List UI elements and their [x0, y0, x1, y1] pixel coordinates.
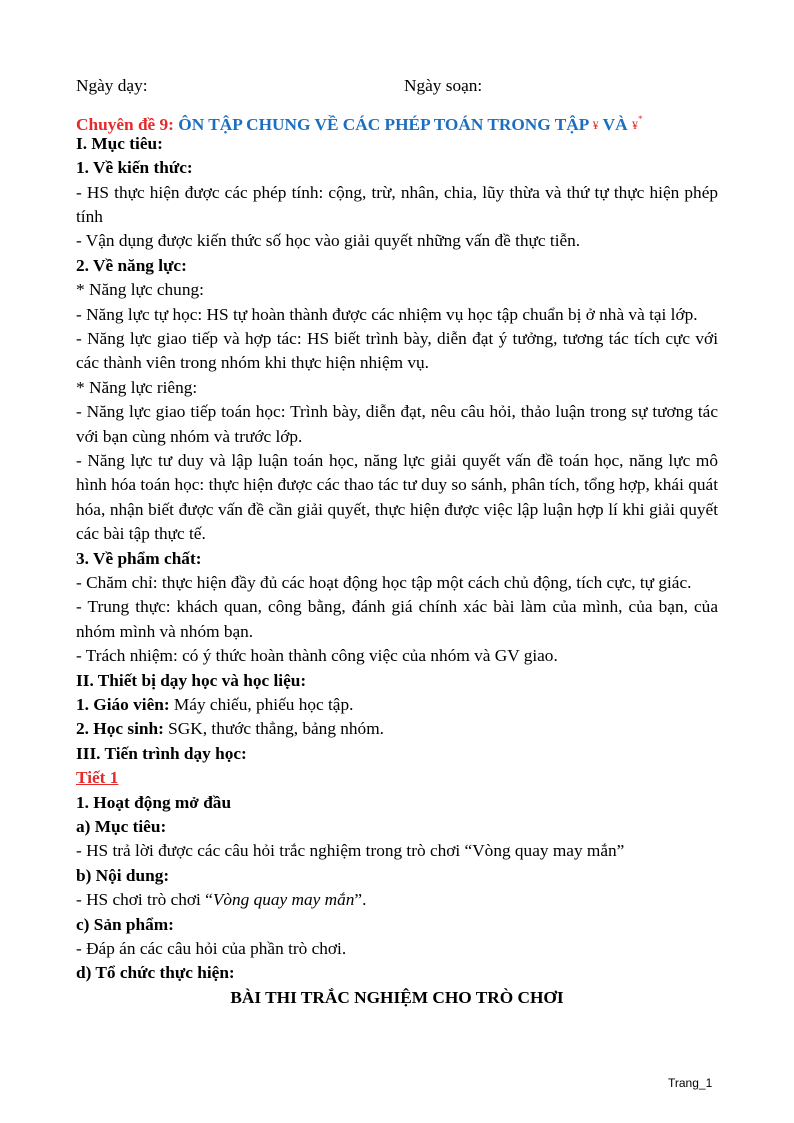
student-label: 2. Học sinh: [76, 719, 164, 739]
topic-prefix: Chuyên đề 9: [76, 115, 174, 135]
page-number: Trang_1 [668, 1076, 713, 1090]
content-text-game-name: Vòng quay may mắn [212, 890, 355, 910]
content-text-post: ”. [354, 890, 367, 910]
equipment-teacher [76, 693, 718, 717]
knowledge-item-2: - Vận dụng được kiến thức số học vào giải quyết những vấn đề thực tiễn. [76, 231, 581, 251]
specific-ability-label: * Năng lực riêng: [76, 377, 198, 397]
product-text: - Đáp án các câu hỏi của phần trò chơi. [76, 938, 347, 958]
natural-star-set-symbol: ¥ [631, 118, 638, 133]
general-ability-label: * Năng lực chung: [76, 280, 204, 300]
quality-item-2: - Trung thực: khách quan, công bằng, đánh giá chính xác bài làm của mình, của bạn, của nhóm mình và nhóm bạn. [76, 597, 718, 641]
knowledge-item-1: - HS thực hiện được các phép tính: cộng, trừ, nhân, chia, lũy thừa và thứ tự thực hiện phép tính [76, 182, 718, 226]
subheading-quality: 3. Về phẩm chất: [76, 548, 202, 568]
topic-text: ÔN TẬP CHUNG VỀ CÁC PHÉP TOÁN TRONG TẬP [178, 115, 589, 135]
objective-label: a) Mục tiêu: [76, 816, 167, 836]
section-heading-objectives: I. Mục tiêu: [76, 133, 163, 153]
topic-title [76, 107, 718, 135]
period-label: Tiết 1 [76, 768, 119, 788]
teach-date-label: Ngày dạy: [76, 76, 148, 95]
activity-heading: 1. Hoạt động mở đầu [76, 792, 232, 812]
natural-set-symbol: ¥ [592, 118, 599, 133]
star-superscript: * [637, 114, 643, 125]
quality-item-3: - Trách nhiệm: có ý thức hoàn thành công việc của nhóm và GV giao. [76, 646, 558, 666]
section-heading-process: III. Tiến trình dạy học: [76, 743, 247, 763]
content-text-pre: - HS chơi trò chơi “ [76, 890, 213, 910]
content-label: b) Nội dung: [76, 865, 170, 885]
specific-ability-item-1: - Năng lực giao tiếp toán học: Trình bày, diễn đạt, nêu câu hỏi, thảo luận trong sự tương tác với bạn cùng nhóm và trước lớp. [76, 402, 718, 446]
subheading-knowledge: 1. Về kiến thức: [76, 158, 193, 178]
general-ability-item-2: - Năng lực giao tiếp và hợp tác: HS biết trình bày, diễn đạt ý tưởng, tương tác tích cực với các thành viên trong nhóm khi thực hiện nhiệm vụ. [76, 328, 718, 373]
organization-label: d) Tổ chức thực hiện: [76, 963, 235, 983]
student-text: SGK, thước thẳng, bảng nhóm. [163, 719, 384, 739]
product-label: c) Sản phẩm: [76, 914, 174, 934]
content-text [76, 888, 718, 912]
topic-conjunction: VÀ [602, 115, 628, 135]
section-heading-equipment: II. Thiết bị dạy học và học liệu: [76, 670, 307, 690]
objective-text: - HS trả lời được các câu hỏi trắc nghiệm trong trò chơi “Vòng quay may mắn” [76, 841, 625, 861]
prep-date-label: Ngày soạn: [404, 76, 483, 95]
quality-item-1: - Chăm chỉ: thực hiện đầy đủ các hoạt động học tập một cách chủ động, tích cực, tự giác. [76, 573, 692, 592]
teacher-text: Máy chiếu, phiếu học tập. [169, 695, 354, 715]
subheading-ability: 2. Về năng lực: [76, 255, 187, 275]
document-body [76, 74, 718, 1010]
specific-ability-item-2: - Năng lực tư duy và lập luận toán học, năng lực giải quyết vấn đề toán học, năng lực mô hình hóa toán học: thực hiện được các thao tác tư duy so sánh, phân tích, tổng hợp, khái quát hóa, nhận biết được vấn đề cần giải quyết, thực hiện được việc lập luận hợp lí khi giải quyết các bài tập thực tế. [76, 450, 718, 544]
general-ability-item-1: - Năng lực tự học: HS tự hoàn thành được các nhiệm vụ học tập chuẩn bị ở nhà và tại lớp. [76, 304, 698, 324]
date-row [76, 74, 718, 98]
quiz-title: BÀI THI TRẮC NGHIỆM CHO TRÒ CHƠI [230, 987, 564, 1007]
teacher-label: 1. Giáo viên: [76, 695, 170, 715]
equipment-student [76, 717, 718, 741]
